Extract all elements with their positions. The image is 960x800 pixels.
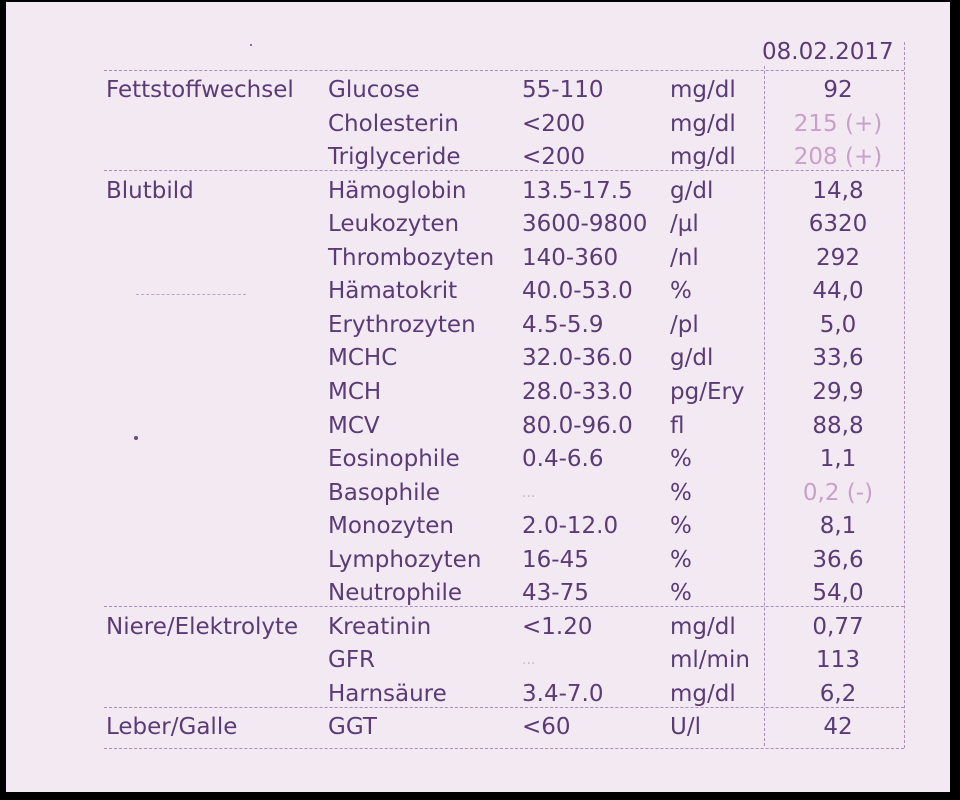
table-row	[6, 208, 950, 241]
result-value: 5,0	[819, 311, 857, 338]
reference-range: 140-360	[522, 244, 619, 271]
test-name: GGT	[328, 714, 377, 741]
result-value: 0,2 (-)	[802, 479, 874, 506]
test-name: Hämatokrit	[328, 278, 458, 305]
table-row	[6, 711, 950, 744]
unit: /µl	[670, 211, 699, 238]
table-row	[6, 141, 950, 174]
test-name: Cholesterin	[328, 110, 459, 137]
unit: %	[670, 479, 692, 506]
reference-range: ...	[522, 484, 536, 501]
result-value: 42	[823, 714, 853, 741]
result-value: 6,2	[819, 680, 857, 707]
table-row	[6, 342, 950, 375]
reference-range: <200	[522, 144, 586, 171]
table-row	[6, 443, 950, 476]
result-value: 36,6	[812, 546, 864, 573]
reference-range: 80.0-96.0	[522, 412, 633, 439]
reference-range: 3.4-7.0	[522, 680, 604, 707]
group-label: Leber/Galle	[106, 714, 238, 741]
table-row	[6, 74, 950, 107]
unit: %	[670, 513, 692, 540]
group-label	[106, 141, 326, 174]
reference-range: 32.0-36.0	[522, 345, 633, 372]
result-value: 292	[816, 244, 860, 271]
group-label	[106, 108, 326, 141]
test-name: GFR	[328, 647, 376, 674]
unit: fl	[670, 412, 685, 439]
reference-range: 28.0-33.0	[522, 378, 633, 405]
unit: g/dl	[670, 177, 714, 204]
unit: pg/Ery	[670, 378, 745, 405]
unit: %	[670, 546, 692, 573]
group-label: Fettstoffwechsel	[106, 77, 294, 103]
test-name: Basophile	[328, 479, 441, 506]
test-name: MCH	[328, 378, 382, 405]
table-row	[6, 108, 950, 141]
result-value: 92	[823, 77, 853, 103]
group-label	[106, 510, 326, 543]
table-row	[6, 175, 950, 208]
group-label	[106, 342, 326, 375]
group-label	[106, 577, 326, 610]
reference-range: 55-110	[522, 77, 604, 103]
table-row	[6, 678, 950, 711]
unit: g/dl	[670, 345, 714, 372]
result-value: 29,9	[812, 378, 864, 405]
result-value: 113	[816, 647, 860, 674]
table-row	[6, 611, 950, 644]
table-row	[6, 242, 950, 275]
result-value: 33,6	[812, 345, 864, 372]
result-value: 1,1	[819, 446, 857, 473]
reference-range: 4.5-5.9	[522, 311, 604, 338]
reference-range: 3600-9800	[522, 211, 648, 238]
unit: %	[670, 278, 692, 305]
unit: mg/dl	[670, 77, 736, 103]
result-value: 14,8	[812, 177, 864, 204]
unit: mg/dl	[670, 613, 736, 640]
group-label	[106, 376, 326, 409]
table-row	[6, 275, 950, 308]
header-rule	[104, 70, 904, 71]
unit: /nl	[670, 244, 699, 271]
group-label	[106, 477, 326, 510]
group-label: Blutbild	[106, 177, 194, 204]
unit: U/l	[670, 714, 701, 741]
report-date: 08.02.2017	[762, 39, 894, 65]
group-label	[106, 309, 326, 342]
result-value: 88,8	[812, 412, 864, 439]
table-row	[6, 477, 950, 510]
result-value: 6320	[808, 211, 868, 238]
test-name: Lymphozyten	[328, 546, 482, 573]
test-name: Erythrozyten	[328, 311, 476, 338]
unit: mg/dl	[670, 680, 736, 707]
reference-range: <1.20	[522, 613, 593, 640]
group-label	[106, 410, 326, 443]
result-value: 54,0	[812, 580, 864, 607]
test-name: Neutrophile	[328, 580, 463, 607]
reference-range: 43-75	[522, 580, 589, 607]
group-label	[106, 208, 326, 241]
result-value: 215 (+)	[793, 110, 883, 137]
reference-range: 0.4-6.6	[522, 446, 604, 473]
reference-range: <60	[522, 714, 571, 741]
test-name: MCHC	[328, 345, 398, 372]
test-name: Monozyten	[328, 513, 454, 540]
unit: mg/dl	[670, 110, 736, 137]
test-name: MCV	[328, 412, 380, 439]
test-name: Kreatinin	[328, 613, 432, 640]
result-value: 0,77	[812, 613, 864, 640]
table-row	[6, 544, 950, 577]
reference-range: 16-45	[522, 546, 589, 573]
unit: /pl	[670, 311, 699, 338]
test-name: Leukozyten	[328, 211, 460, 238]
group-label: Niere/Elektrolyte	[106, 613, 299, 640]
table-row	[6, 510, 950, 543]
group-label	[106, 443, 326, 476]
unit: %	[670, 446, 692, 473]
test-name: Glucose	[328, 77, 420, 103]
test-name: Hämoglobin	[328, 177, 467, 204]
table-row	[6, 376, 950, 409]
table-row	[6, 644, 950, 677]
test-name: Triglyceride	[328, 144, 461, 171]
reference-range: 13.5-17.5	[522, 177, 633, 204]
reference-range: 40.0-53.0	[522, 278, 633, 305]
reference-range: <200	[522, 110, 586, 137]
table-row	[6, 410, 950, 443]
group-label	[106, 678, 326, 711]
unit: %	[670, 580, 692, 607]
test-name: Eosinophile	[328, 446, 460, 473]
result-value: 208 (+)	[793, 144, 883, 171]
unit: mg/dl	[670, 144, 736, 171]
table-row	[6, 309, 950, 342]
result-value: 8,1	[819, 513, 857, 540]
reference-range: ...	[522, 652, 536, 669]
scan-artifact-dot	[250, 44, 252, 46]
lab-report-sheet	[6, 2, 950, 792]
test-name: Thrombozyten	[328, 244, 495, 271]
bottom-rule	[104, 748, 904, 749]
reference-range: 2.0-12.0	[522, 513, 619, 540]
group-label	[106, 644, 326, 677]
group-label	[106, 242, 326, 275]
test-name: Harnsäure	[328, 680, 447, 707]
table-row	[6, 577, 950, 610]
result-value: 44,0	[812, 278, 864, 305]
group-label	[106, 544, 326, 577]
group-label	[106, 275, 326, 308]
unit: ml/min	[670, 647, 750, 674]
